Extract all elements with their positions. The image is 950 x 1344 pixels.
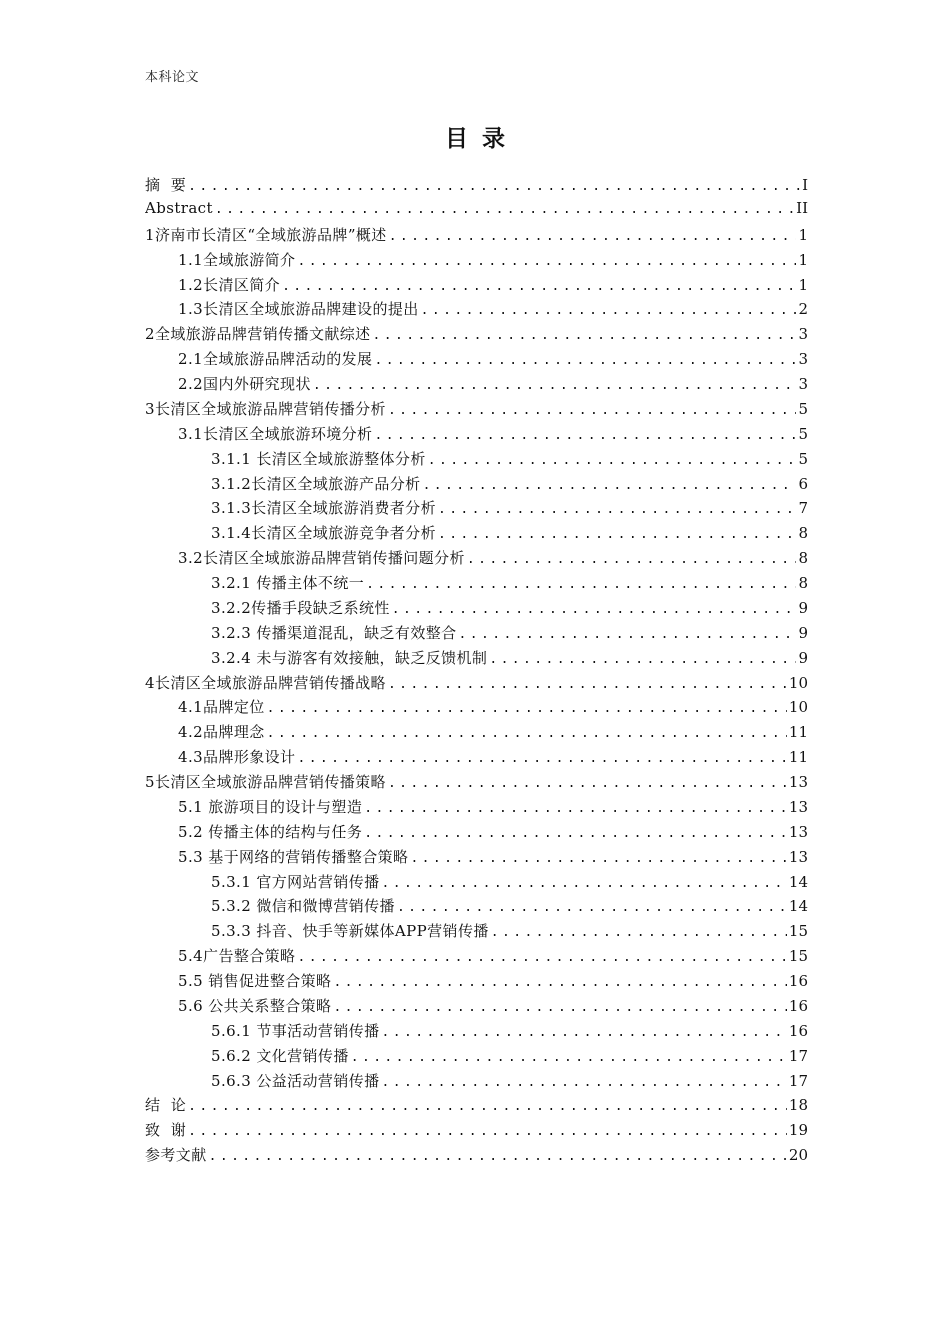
toc-entry-label: 1济南市长清区“全域旅游品牌”概述: [145, 225, 387, 244]
toc-entry-label: 1.1全域旅游简介: [178, 250, 296, 269]
toc-entry-label: 致 谢: [145, 1121, 187, 1140]
toc-entry-page-number: 7: [798, 499, 808, 518]
toc-entry[interactable]: [145, 746, 808, 771]
toc-entry[interactable]: [145, 796, 808, 821]
toc-entry-label: 5.6 公共关系整合策略: [178, 996, 332, 1015]
dot-leader: [386, 403, 797, 418]
toc-entry-label: 3长清区全域旅游品牌营销传播分析: [145, 399, 386, 418]
toc-entry[interactable]: [145, 945, 808, 970]
dot-leader: [386, 776, 787, 791]
dot-leader: [457, 627, 797, 642]
dot-leader: [395, 900, 787, 915]
toc-entry-page-number: 1: [798, 275, 808, 294]
toc-title: 目录: [445, 126, 519, 152]
toc-entry[interactable]: [145, 522, 808, 547]
toc-entry-label: 4长清区全域旅游品牌营销传播战略: [145, 673, 386, 692]
dot-leader: [489, 925, 787, 940]
dot-leader: [436, 502, 796, 517]
dot-leader: [380, 1025, 787, 1040]
toc-entry-page-number: 5: [798, 424, 808, 443]
toc-entry[interactable]: [145, 846, 808, 871]
toc-entry-page-number: 6: [798, 474, 808, 493]
dot-leader: [331, 975, 786, 990]
toc-entry[interactable]: [145, 1020, 808, 1045]
toc-entry-label: 1.3长清区全域旅游品牌建设的提出: [178, 300, 419, 319]
toc-entry-page-number: 13: [788, 797, 808, 816]
toc-entry-label: 5.6.3 公益活动营销传播: [211, 1071, 380, 1090]
toc-entry[interactable]: [145, 622, 808, 647]
toc-entry[interactable]: [145, 1070, 808, 1095]
toc-entry-page-number: 10: [788, 698, 808, 717]
toc-entry[interactable]: [145, 249, 808, 274]
toc-entry[interactable]: [145, 423, 808, 448]
dot-leader: [207, 1149, 787, 1164]
toc-entry[interactable]: [145, 995, 808, 1020]
toc-entry-page-number: 8: [798, 524, 808, 543]
toc-entry[interactable]: [145, 1119, 808, 1144]
toc-entry-page-number: 16: [788, 1021, 808, 1040]
toc-entry[interactable]: [145, 298, 808, 323]
toc-entry-page-number: 16: [788, 972, 808, 990]
dot-leader: [465, 552, 797, 567]
toc-entry-label: 5.1 旅游项目的设计与塑造: [178, 797, 363, 816]
toc-entry[interactable]: [145, 547, 808, 572]
toc-entry-page-number: 5: [798, 399, 808, 418]
toc-entry-label: 5.3 基于网络的营销传播整合策略: [178, 847, 409, 866]
toc-entry-page-number: 17: [788, 1046, 808, 1065]
toc-entry-page-number: 15: [788, 922, 808, 941]
toc-entry-page-number: 15: [788, 947, 808, 966]
toc-entry-label: 摘 要: [145, 176, 187, 194]
dot-leader: [408, 851, 786, 866]
toc-entry-label: 3.2.2传播手段缺乏系统性: [211, 598, 390, 617]
toc-entry-label: 2.2国内外研究现状: [178, 375, 311, 393]
toc-entry-page-number: 9: [798, 623, 808, 642]
dot-leader: [295, 254, 796, 269]
dot-leader: [265, 701, 787, 716]
dot-leader: [186, 1099, 787, 1114]
dot-leader: [380, 1075, 787, 1090]
dot-leader: [421, 478, 797, 493]
toc-entry-label: 参考文献: [145, 1146, 207, 1165]
toc-entry-label: 1.2长清区简介: [178, 275, 281, 294]
toc-entry[interactable]: [145, 1045, 808, 1070]
toc-entry-page-number: 13: [788, 847, 808, 866]
toc-entry-page-number: 3: [798, 375, 808, 393]
toc-entry-page-number: 3: [798, 350, 808, 369]
dot-leader: [280, 279, 796, 294]
toc-entry[interactable]: [145, 497, 808, 522]
toc-entry-page-number: 1: [798, 250, 808, 269]
toc-entry[interactable]: [145, 572, 808, 597]
toc-entry-label: 3.1.4长清区全域旅游竞争者分析: [211, 524, 436, 543]
toc-entry-label: 5长清区全域旅游品牌营销传播策略: [145, 773, 386, 791]
toc-entry-page-number: 11: [788, 748, 808, 767]
dot-leader: [487, 652, 796, 667]
toc-entry-page-number: 13: [788, 773, 808, 791]
dot-leader: [362, 826, 787, 841]
dot-leader: [419, 303, 797, 318]
toc-entry[interactable]: [145, 448, 808, 473]
dot-leader: [426, 453, 797, 468]
toc-entry[interactable]: [145, 1094, 808, 1119]
toc-entry-label: 5.5 销售促进整合策略: [178, 972, 332, 990]
toc-entry[interactable]: [145, 771, 808, 796]
toc-entry-page-number: 17: [788, 1071, 808, 1090]
toc-entry-label: 5.3.3 抖音、快手等新媒体APP营销传播: [211, 922, 489, 941]
dot-leader: [295, 950, 786, 965]
toc-entry-label: 3.2.3 传播渠道混乱，缺乏有效整合: [211, 623, 457, 642]
toc-entry[interactable]: [145, 672, 808, 697]
toc-entry[interactable]: [145, 970, 808, 995]
dot-leader: [380, 876, 787, 891]
toc-entry-label: 5.3.2 微信和微博营销传播: [211, 897, 395, 916]
toc-entry-page-number: 16: [788, 996, 808, 1015]
toc-entry[interactable]: [145, 920, 808, 945]
toc-entry-label: 4.1品牌定位: [178, 698, 265, 717]
toc-entry-page-number: 13: [788, 822, 808, 841]
toc-entry-label: 3.1.3长清区全域旅游消费者分析: [211, 499, 436, 518]
toc-entry-label: 3.1长清区全域旅游环境分析: [178, 424, 373, 443]
toc-entry-page-number: 11: [788, 723, 808, 742]
toc-entry[interactable]: [145, 323, 808, 348]
table-of-contents: [145, 174, 808, 1169]
dot-leader: [186, 1124, 787, 1139]
document-header-label: 本科论文: [145, 70, 200, 85]
toc-entry-page-number: 2: [798, 300, 808, 319]
dot-leader: [213, 202, 794, 217]
toc-entry[interactable]: [145, 895, 808, 920]
toc-entry-page-number: 18: [788, 1096, 808, 1115]
toc-entry[interactable]: [145, 696, 808, 721]
toc-entry-label: 3.2.1 传播主体不统一: [211, 574, 365, 592]
toc-entry-label: 3.2长清区全域旅游品牌营销传播问题分析: [178, 549, 465, 568]
dot-leader: [372, 428, 796, 443]
toc-entry-page-number: 3: [798, 325, 808, 344]
toc-entry-page-number: II: [796, 198, 808, 217]
dot-leader: [386, 677, 787, 692]
toc-entry-label: 4.3品牌形象设计: [178, 748, 296, 767]
toc-entry[interactable]: [145, 821, 808, 846]
toc-entry[interactable]: [145, 373, 808, 398]
toc-entry[interactable]: [145, 174, 808, 199]
dot-leader: [371, 328, 797, 343]
dot-leader: [436, 527, 796, 542]
toc-entry-label: 3.2.4 未与游客有效接触，缺乏反馈机制: [211, 648, 488, 667]
toc-entry-label: Abstract: [145, 198, 213, 217]
toc-entry[interactable]: [145, 199, 808, 224]
dot-leader: [372, 353, 796, 368]
toc-entry-label: 2.1全域旅游品牌活动的发展: [178, 350, 373, 369]
toc-entry-label: 3.1.2长清区全域旅游产品分析: [211, 474, 421, 493]
dot-leader: [349, 1050, 787, 1065]
toc-entry-label: 3.1.1 长清区全域旅游整体分析: [211, 449, 426, 468]
dot-leader: [390, 602, 797, 617]
toc-entry-page-number: I: [802, 176, 808, 194]
toc-entry-page-number: 10: [788, 673, 808, 692]
toc-entry-label: 5.6.2 文化营销传播: [211, 1046, 349, 1065]
dot-leader: [364, 577, 796, 592]
toc-entry[interactable]: [145, 871, 808, 896]
toc-entry-page-number: 8: [798, 574, 808, 592]
toc-entry-page-number: 19: [788, 1121, 808, 1140]
toc-entry[interactable]: [145, 398, 808, 423]
dot-leader: [387, 229, 797, 244]
toc-entry[interactable]: [145, 1144, 808, 1169]
toc-entry[interactable]: [145, 274, 808, 299]
toc-entry-page-number: 1: [798, 225, 808, 244]
toc-entry-page-number: 14: [788, 897, 808, 916]
toc-entry-page-number: 8: [798, 549, 808, 568]
dot-leader: [186, 179, 800, 194]
toc-entry-label: 4.2品牌理念: [178, 723, 265, 742]
toc-entry[interactable]: [145, 348, 808, 373]
dot-leader: [311, 378, 797, 393]
toc-entry[interactable]: [145, 224, 808, 249]
toc-entry[interactable]: [145, 647, 808, 672]
dot-leader: [295, 751, 786, 766]
dot-leader: [331, 1000, 786, 1015]
toc-entry-label: 2全域旅游品牌营销传播文献综述: [145, 325, 371, 344]
toc-entry-label: 5.6.1 节事活动营销传播: [211, 1021, 380, 1040]
toc-entry-page-number: 5: [798, 449, 808, 468]
toc-entry-page-number: 20: [788, 1146, 808, 1165]
dot-leader: [362, 801, 787, 816]
toc-entry[interactable]: [145, 721, 808, 746]
toc-entry-page-number: 9: [798, 598, 808, 617]
dot-leader: [265, 726, 787, 741]
toc-entry[interactable]: [145, 597, 808, 622]
toc-entry-label: 结 论: [145, 1096, 187, 1115]
toc-entry-label: 5.2 传播主体的结构与任务: [178, 822, 363, 841]
toc-entry-page-number: 14: [788, 872, 808, 891]
toc-entry[interactable]: [145, 473, 808, 498]
toc-entry-page-number: 9: [798, 648, 808, 667]
toc-entry-label: 5.4广告整合策略: [178, 947, 296, 966]
toc-entry-label: 5.3.1 官方网站营销传播: [211, 872, 380, 891]
